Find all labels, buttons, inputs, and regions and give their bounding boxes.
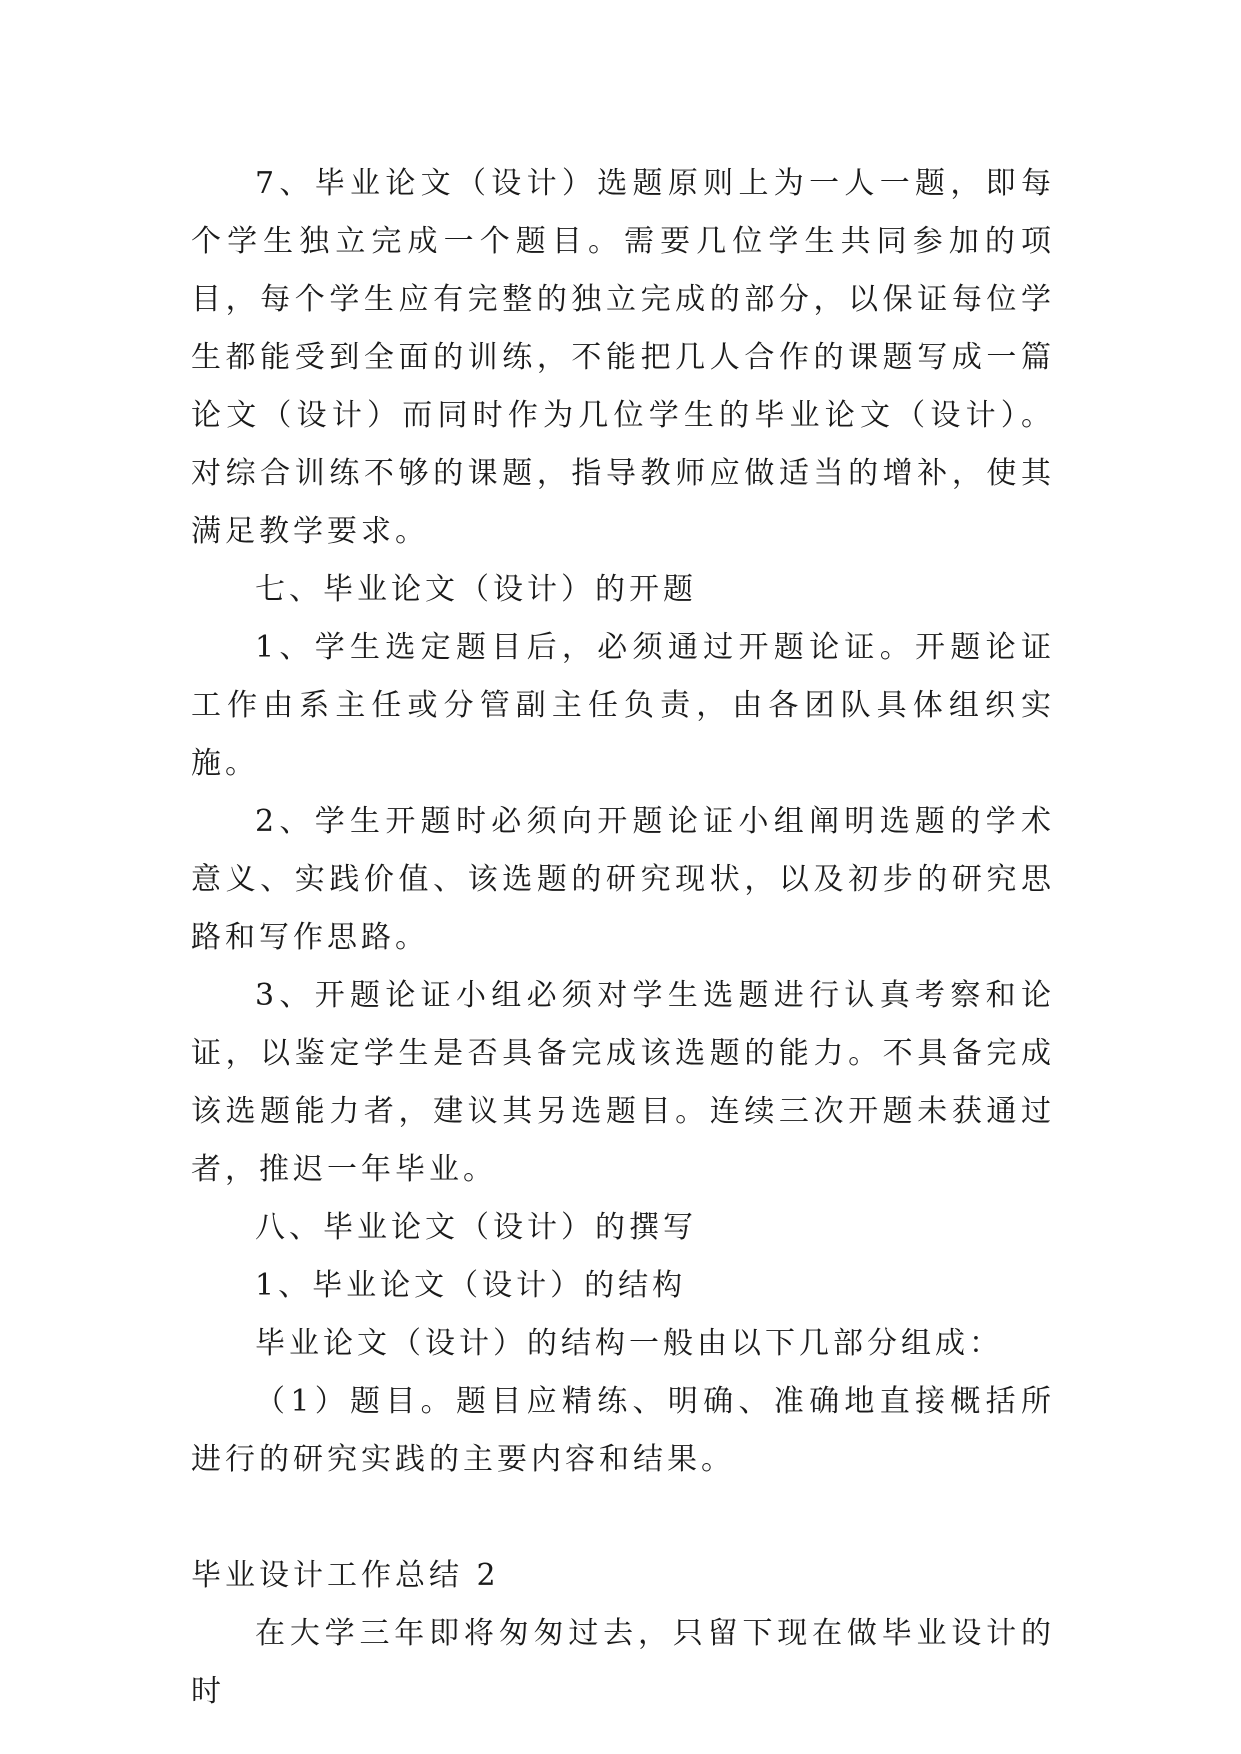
section-gap — [191, 1489, 1055, 1547]
paragraph-topic-principle: 7、毕业论文（设计）选题原则上为一人一题，即每个学生独立完成一个题目。需要几位学生共同参加的项目，每个学生应有完整的独立完成的部分，以保证每位学生都能受到全面的训练，不能把几人合作的课题写成一篇论文（设计）而同时作为几位学生的毕业论文（设计）。对综合训练不够的课题，指导教师应做适当的增补，使其满足教学要求。 — [191, 166, 1055, 549]
paragraph-opening-3: 3、开题论证小组必须对学生选题进行认真考察和论证，以鉴定学生是否具备完成该选题的能力。不具备完成该选题能力者，建议其另选题目。连续三次开题未获通过者，推迟一年毕业。 — [191, 978, 1055, 1187]
section-title: 毕业设计工作总结 2 — [191, 1558, 500, 1593]
paragraph-opening-2: 2、学生开题时必须向开题论证小组阐明选题的学术意义、实践价值、该选题的研究现状，以及初步的研究思路和写作思路。 — [191, 804, 1055, 955]
paragraph-structure-intro: 毕业论文（设计）的结构一般由以下几部分组成： — [255, 1326, 1003, 1361]
paragraph-opening-1: 1、学生选定题目后，必须通过开题论证。开题论证工作由系主任或分管副主任负责，由各团队具体组织实施。 — [191, 630, 1055, 781]
paragraph-structure-title: （1）题目。题目应精练、明确、准确地直接概括所进行的研究实践的主要内容和结果。 — [191, 1384, 1055, 1477]
paragraph-closing: 在大学三年即将匆匆过去，只留下现在做毕业设计的时 — [191, 1616, 1055, 1709]
document-body — [191, 155, 1055, 1721]
heading-opening-report: 七、毕业论文（设计）的开题 — [255, 572, 697, 607]
subheading-structure: 1、毕业论文（设计）的结构 — [255, 1268, 687, 1303]
heading-writing: 八、毕业论文（设计）的撰写 — [255, 1210, 697, 1245]
